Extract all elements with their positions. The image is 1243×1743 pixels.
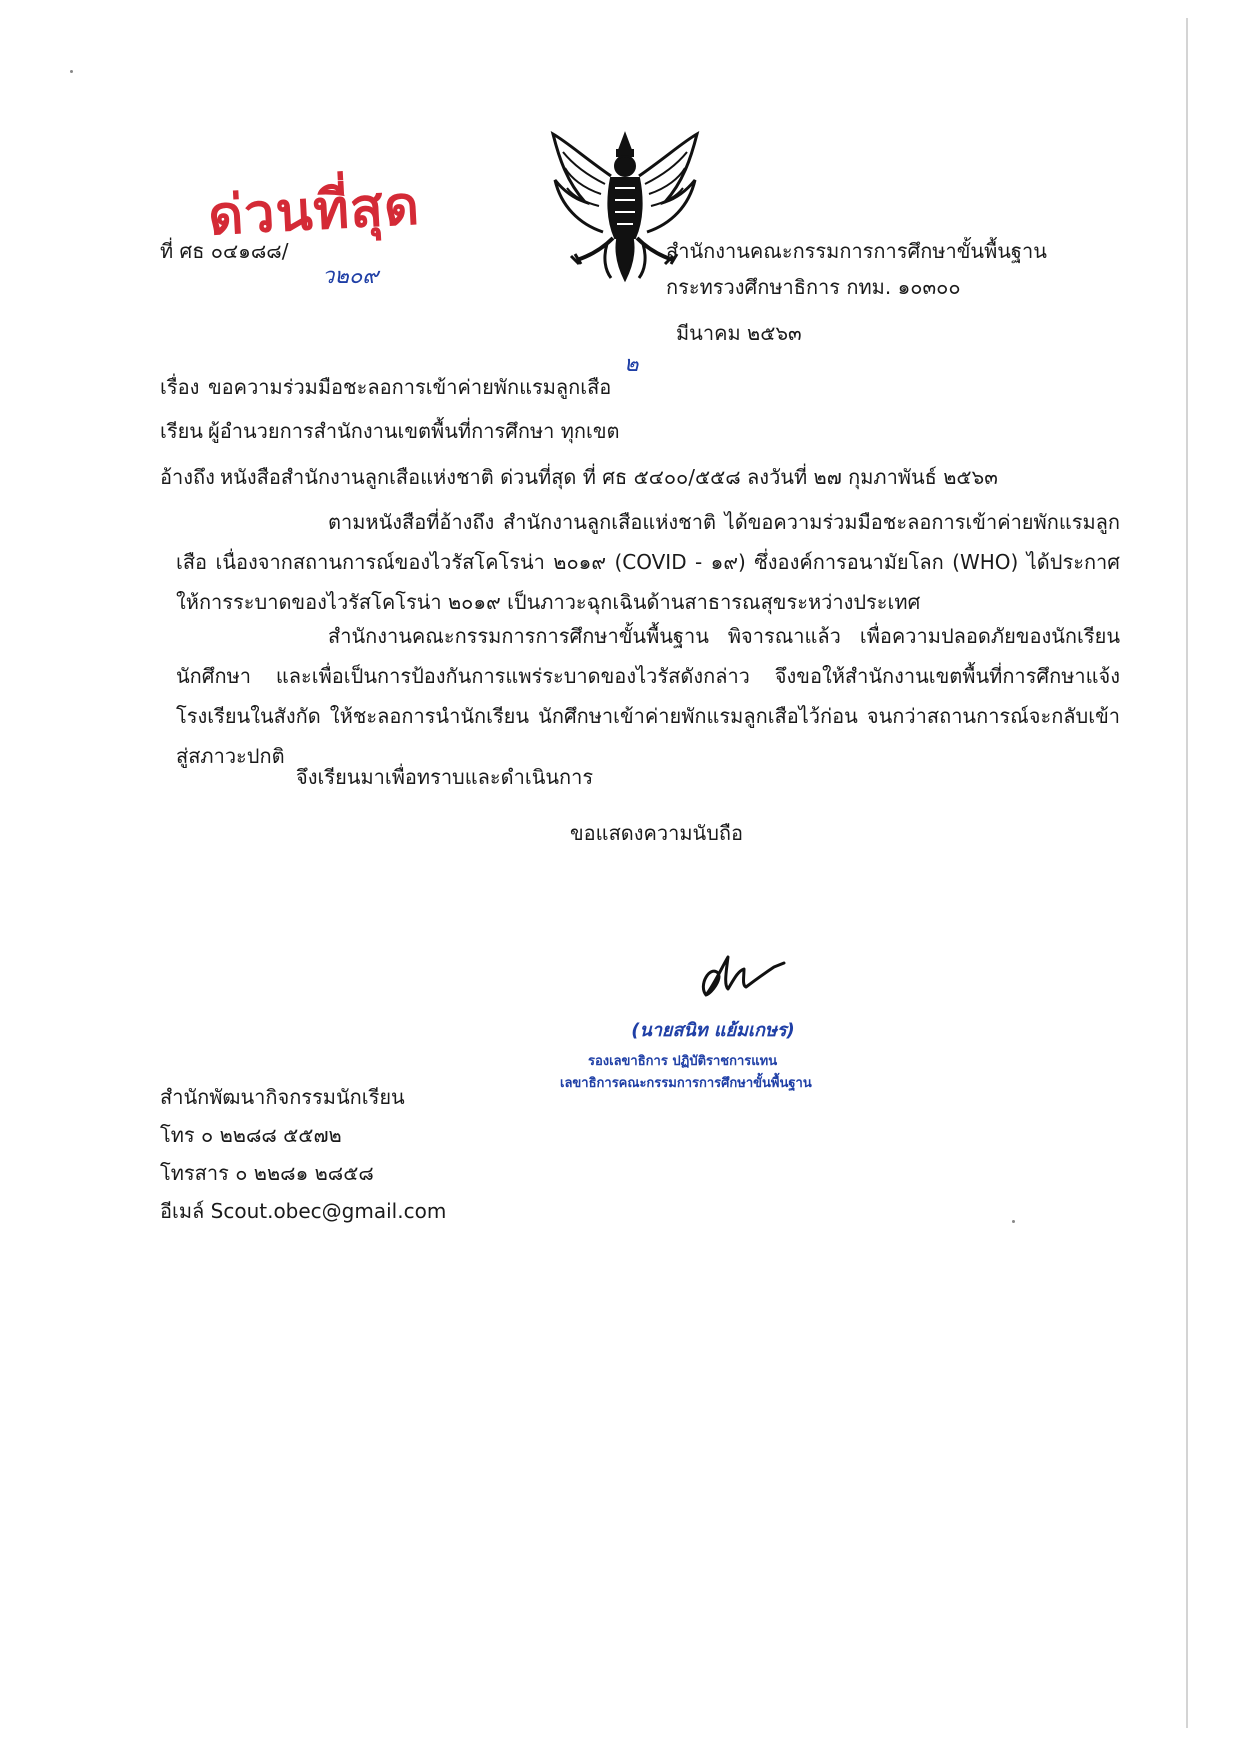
- reference-label: ที่ ศธ ๐๔๑๘๘/: [160, 239, 289, 263]
- reference-handwritten-number: ว๒๐๙: [322, 264, 379, 289]
- sender-office: สำนักงานคณะกรรมการการศึกษาขั้นพื้นฐาน: [666, 239, 1047, 263]
- scan-page-edge: [1186, 18, 1188, 1728]
- reference-doc-label: อ้างถึง: [160, 465, 215, 489]
- urgency-stamp: ด่วนที่สุด: [206, 172, 422, 248]
- handwritten-signature: [688, 945, 798, 1005]
- date-handwritten-day: ๒: [624, 352, 639, 377]
- subject-text: ขอความร่วมมือชะลอการเข้าค่ายพักแรมลูกเสือ: [208, 375, 612, 399]
- body-paragraph-1: ตามหนังสือที่อ้างถึง สำนักงานลูกเสือแห่งชาติ ได้ขอความร่วมมือชะลอการเข้าค่ายพักแรมลูกเสือ เนื่องจากสถานการณ์ของไวรัสโคโรน่า ๒๐๑๙ (COVID - ๑๙) ซึ่งองค์การอนามัยโลก (WHO) ได้ประกาศให้การระบาดของไวรัสโคโรน่า ๒๐๑๙ เป็นภาวะฉุกเฉินด้านสาธารณสุขระหว่างประเทศ: [176, 510, 1120, 614]
- signatory-position-line2: เลขาธิการคณะกรรมการการศึกษาขั้นพื้นฐาน: [560, 1076, 812, 1091]
- contact-email: อีเมล์ Scout.obec@gmail.com: [160, 1199, 447, 1223]
- signatory-name: (นายสนิท แย้มเกษร): [631, 1020, 795, 1041]
- closing-salutation: ขอแสดงความนับถือ: [570, 821, 744, 845]
- reference-doc-text: หนังสือสำนักงานลูกเสือแห่งชาติ ด่วนที่สุด ที่ ศธ ๕๔๐๐/๕๕๘ ลงวันที่ ๒๗ กุมภาพันธ์ ๒๕๖๓: [220, 465, 998, 489]
- body-paragraph-2: สำนักงานคณะกรรมการการศึกษาขั้นพื้นฐาน พิจารณาแล้ว เพื่อความปลอดภัยของนักเรียน นักศึกษา และเพื่อเป็นการป้องกันการแพร่ระบาดของไวรัสดังกล่าว จึงขอให้สำนักงานเขตพื้นที่การศึกษาแจ้งโรงเรียนในสังกัด ให้ชะลอการนำนักเรียน นักศึกษาเข้าค่ายพักแรมลูกเสือไว้ก่อน จนกว่าสถานการณ์จะกลับเข้าสู่สภาวะปกติ: [176, 624, 1120, 768]
- sender-address: กระทรวงศึกษาธิการ กทม. ๑๐๓๐๐: [666, 275, 961, 299]
- closing-request: จึงเรียนมาเพื่อทราบและดำเนินการ: [296, 765, 594, 789]
- date-month-year: มีนาคม ๒๕๖๓: [676, 321, 802, 345]
- addressee-label: เรียน: [160, 419, 203, 443]
- subject-label: เรื่อง: [160, 375, 200, 399]
- contact-department: สำนักพัฒนากิจกรรมนักเรียน: [160, 1085, 405, 1109]
- addressee-text: ผู้อำนวยการสำนักงานเขตพื้นที่การศึกษา ทุกเขต: [208, 419, 620, 443]
- contact-phone: โทร ๐ ๒๒๘๘ ๕๕๗๒: [160, 1123, 342, 1147]
- contact-fax: โทรสาร ๐ ๒๒๘๑ ๒๘๕๘: [160, 1161, 374, 1185]
- signatory-position-line1: รองเลขาธิการ ปฏิบัติราชการแทน: [588, 1054, 778, 1069]
- scan-speck: [70, 70, 73, 73]
- scan-speck: [1012, 1220, 1015, 1223]
